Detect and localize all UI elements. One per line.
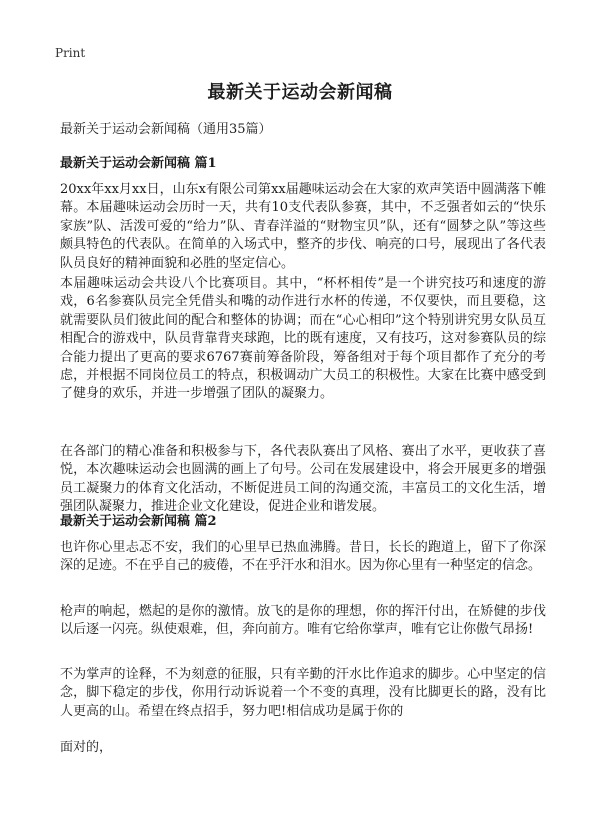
paragraph: 在各部门的精心准备和积极参与下，各代表队赛出了风格、赛出了水平，更收获了喜悦，本次趣味运动会也圆满的画上了句号。公司在发展建设中，将会开展更多的增强员工凝聚力的体育文化活动，不断促进员工间的沟通交流，丰富员工的文化生活，增强团队凝聚力，推进企业文化建设，促进企业和谐发展。 <box>60 444 546 515</box>
paragraph: 本届趣味运动会共设八个比赛项目。其中，“杯杯相传”是一个讲究技巧和速度的游戏，6名参赛队员完全凭借头和嘴的动作进行水杯的传递，不仅要快，而且要稳，这就需要队员们彼此间的配合和整体的协调；而在“心心相印”这个特别讲究男女队员互相配合的游戏中，队员背靠背夹球跑，比的既有速度，又有技巧，这对参赛队员的综合能力提出了更高的要求6767赛前筹备阶段，筹备组对于每个项目都作了充分的考虑，并根据不同岗位员工的特点，积极调动广大员工的积极性。大家在比赛中感受到了健身的欢乐，并进一步增强了团队的凝聚力。 <box>60 276 546 402</box>
page-title: 最新关于运动会新闻稿 <box>207 82 393 103</box>
section-heading-2: 最新关于运动会新闻稿 篇2 <box>60 514 217 529</box>
paragraph: 20xx年xx月xx日，山东x有限公司第xx届趣味运动会在大家的欢声笑语中圆满落下帷幕。本届趣味运动会历时一天，共有10支代表队参赛，其中，不乏强者如云的“快乐家族”队、活泼可爱的“给力”队、青春洋溢的“财物宝贝”队，还有“圆梦之队”等这些颇具特色的代表队。在简单的入场式中，整齐的步伐、响亮的口号，展现出了各代表队员良好的精神面貌和必胜的坚定信心。 <box>60 182 546 271</box>
print-link[interactable]: Print <box>55 46 86 60</box>
section-heading-1: 最新关于运动会新闻稿 篇1 <box>60 156 217 171</box>
document-subtitle: 最新关于运动会新闻稿（通用35篇） <box>60 122 272 137</box>
paragraph: 枪声的响起，燃起的是你的激情。放飞的是你的理想，你的挥汗付出，在矫健的步伐以后逐一闪亮。纵使艰难，但，奔向前方。唯有它给你掌声，唯有它让你傲气昂扬! <box>60 604 546 638</box>
paragraph: 不为掌声的诠释，不为刻意的征服，只有辛勤的汗水比作追求的脚步。心中坚定的信念，脚下稳定的步伐，你用行动诉说着一个不变的真理，没有比脚更长的路，没有比人更高的山。希望在终点招手，努力吧!相信成功是属于你的 <box>60 667 546 719</box>
paragraph: 面对的， <box>60 740 113 755</box>
paragraph: 也许你心里忐忑不安，我们的心里早已热血沸腾。昔日，长长的跑道上，留下了你深深的足迹。不在乎自己的疲倦，不在乎汗水和泪水。因为你心里有一种坚定的信念。 <box>60 540 546 574</box>
